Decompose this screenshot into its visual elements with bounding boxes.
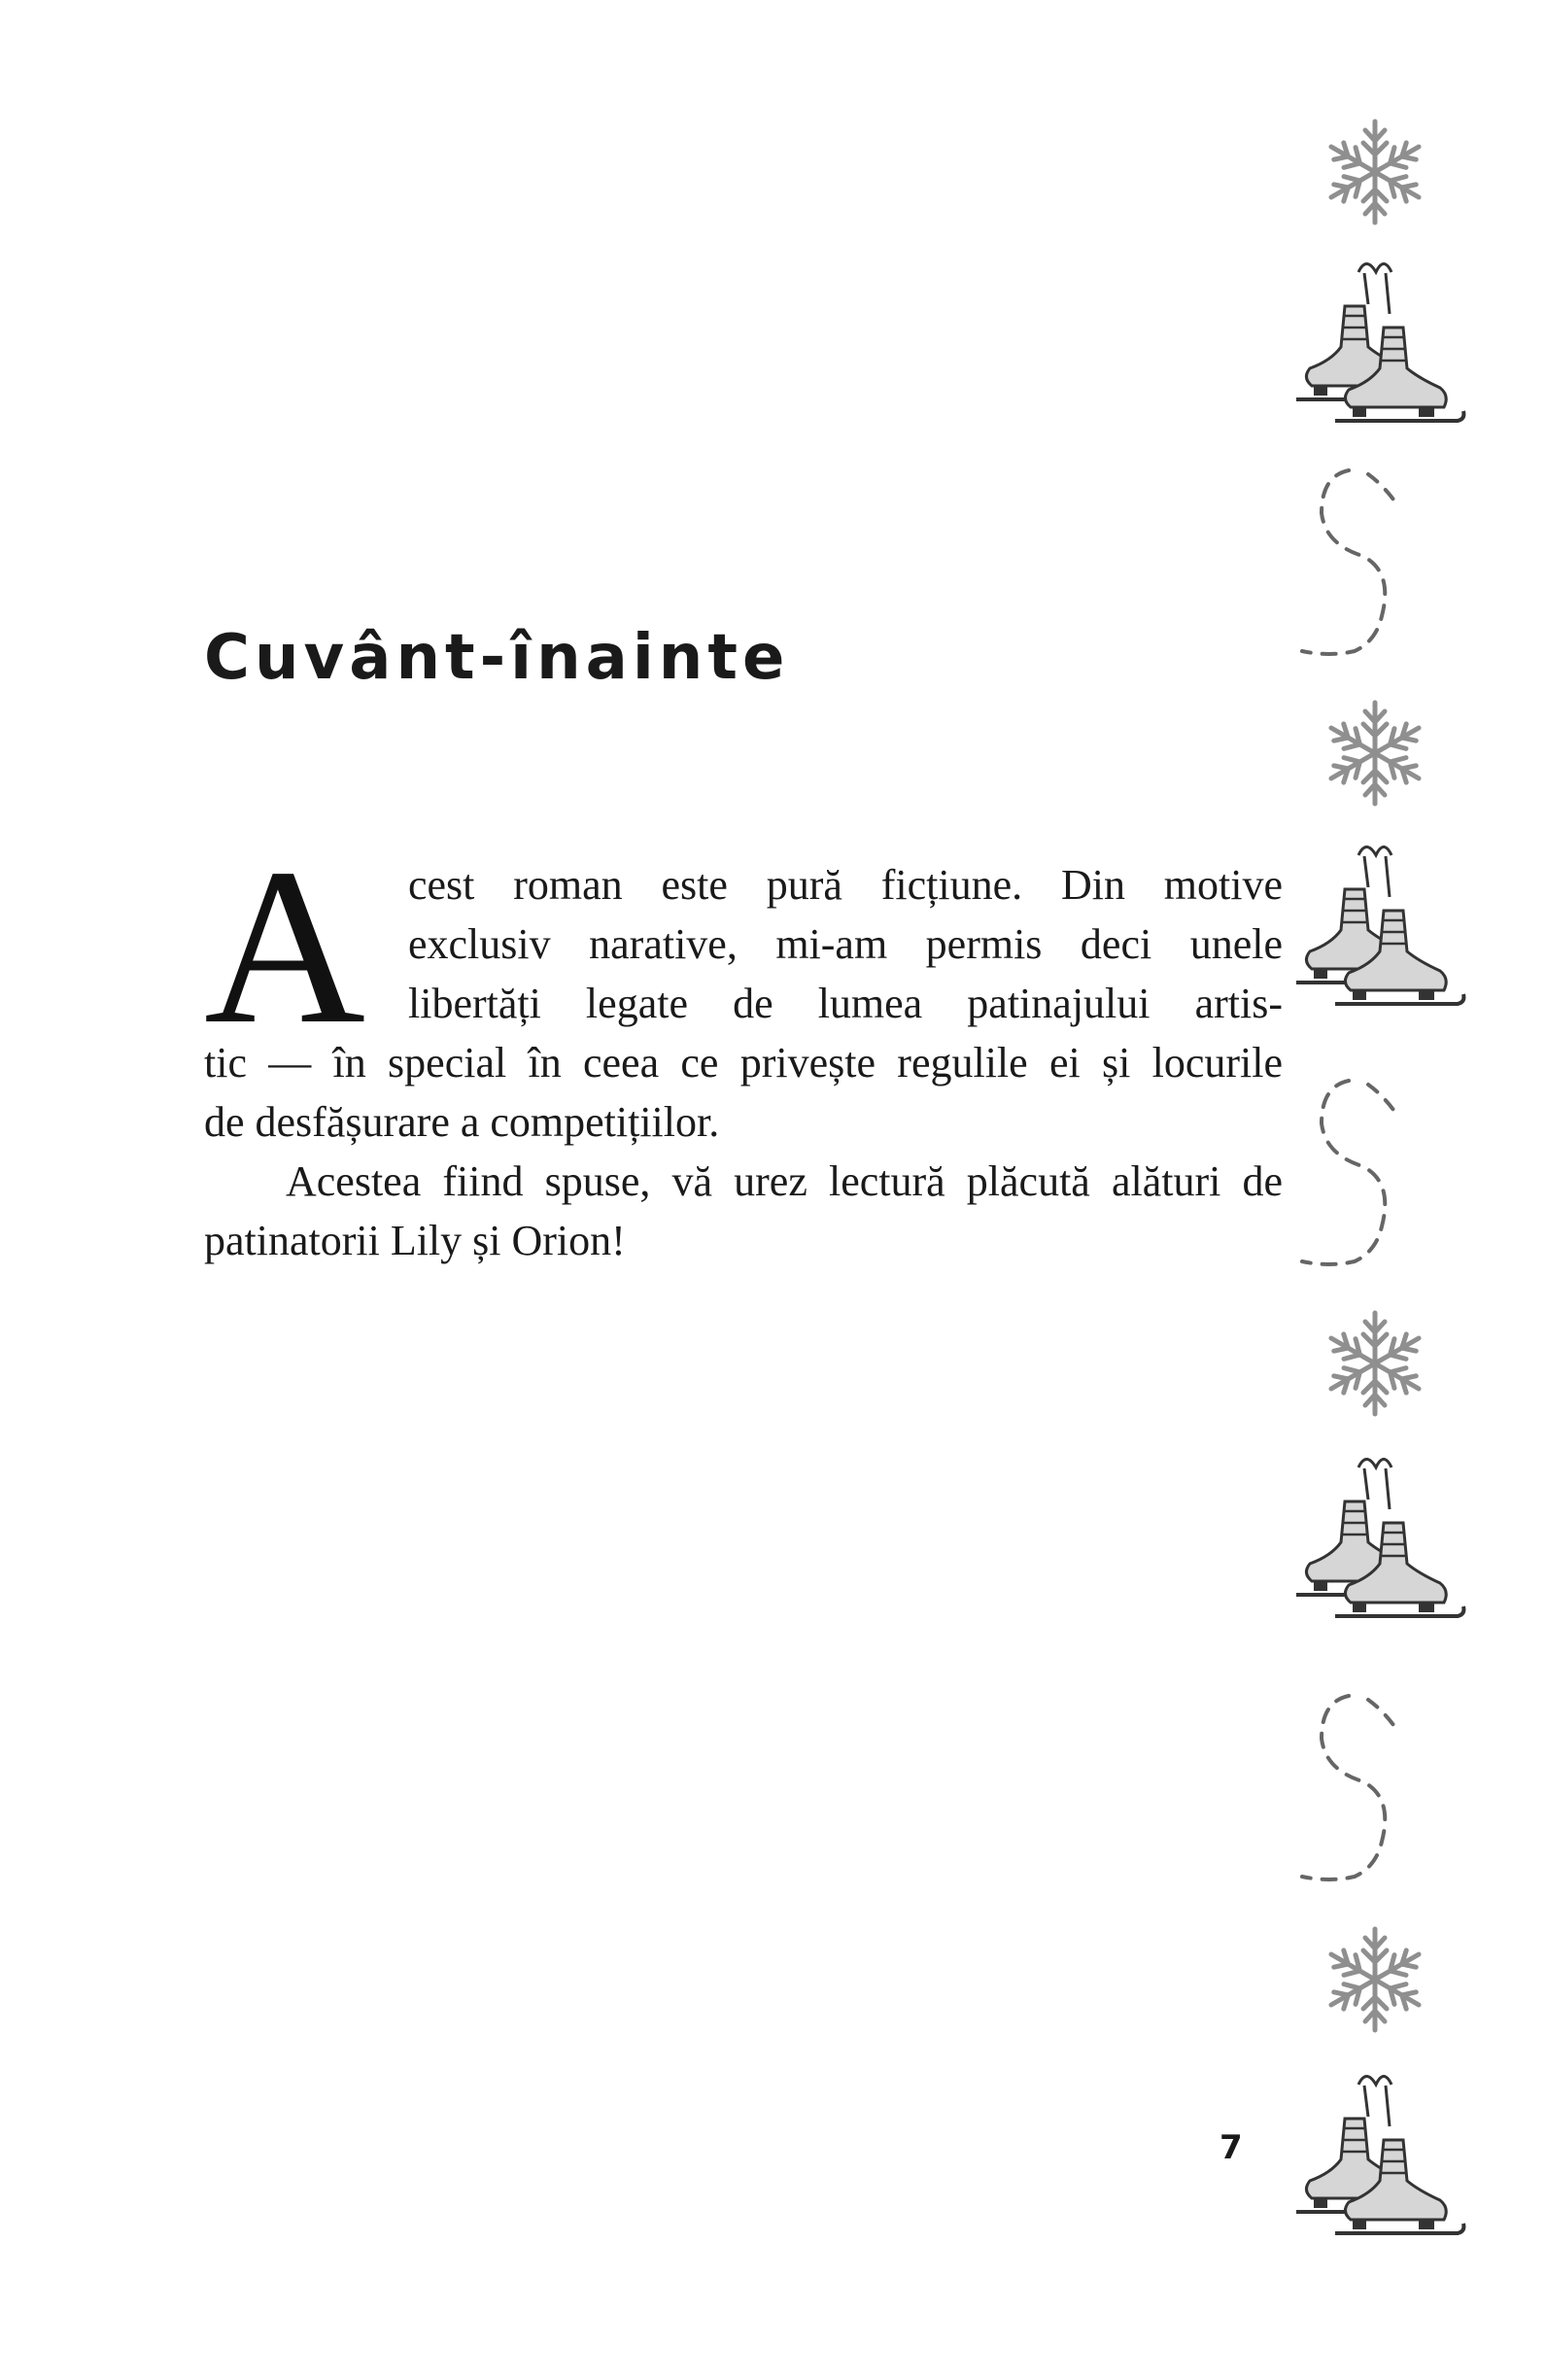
text-line-7: patinatorii Lily și Orion!: [204, 1217, 626, 1264]
skate-trail-icon: [1302, 470, 1393, 654]
snowflake-icon: [1325, 1313, 1425, 1414]
snowflake-icon: [1325, 1929, 1425, 2030]
text-line-2: exclusiv narative, mi-am permis deci unele: [408, 920, 1283, 968]
ice-skates-icon: [1296, 2077, 1463, 2234]
text-line-3: libertăți legate de lumea patinajului artis-: [408, 980, 1283, 1027]
decorative-border: [1283, 0, 1546, 2380]
skate-trail-icon: [1302, 1696, 1393, 1880]
ice-skates-icon: [1296, 847, 1463, 1005]
body-text: [204, 822, 1283, 1270]
text-line-6: Acestea fiind spuse, vă urez lectură plăcută alături de: [286, 1157, 1283, 1205]
text-line-4: tic — în special în ceea ce privește regulile ei și locurile: [204, 1039, 1283, 1087]
text-line-1: cest roman este pură ficțiune. Din motive: [408, 861, 1283, 909]
snowflake-icon: [1325, 121, 1425, 223]
ice-skates-icon: [1296, 1460, 1463, 1617]
drop-cap: A: [204, 822, 366, 1070]
text-line-5: de desfășurare a competițiilor.: [204, 1098, 720, 1146]
snowflake-icon: [1325, 703, 1425, 804]
page-number: 7: [1220, 2128, 1243, 2167]
ice-skates-icon: [1296, 264, 1463, 422]
chapter-heading: Cuvânt-înainte: [204, 622, 790, 694]
skate-trail-icon: [1302, 1081, 1393, 1264]
